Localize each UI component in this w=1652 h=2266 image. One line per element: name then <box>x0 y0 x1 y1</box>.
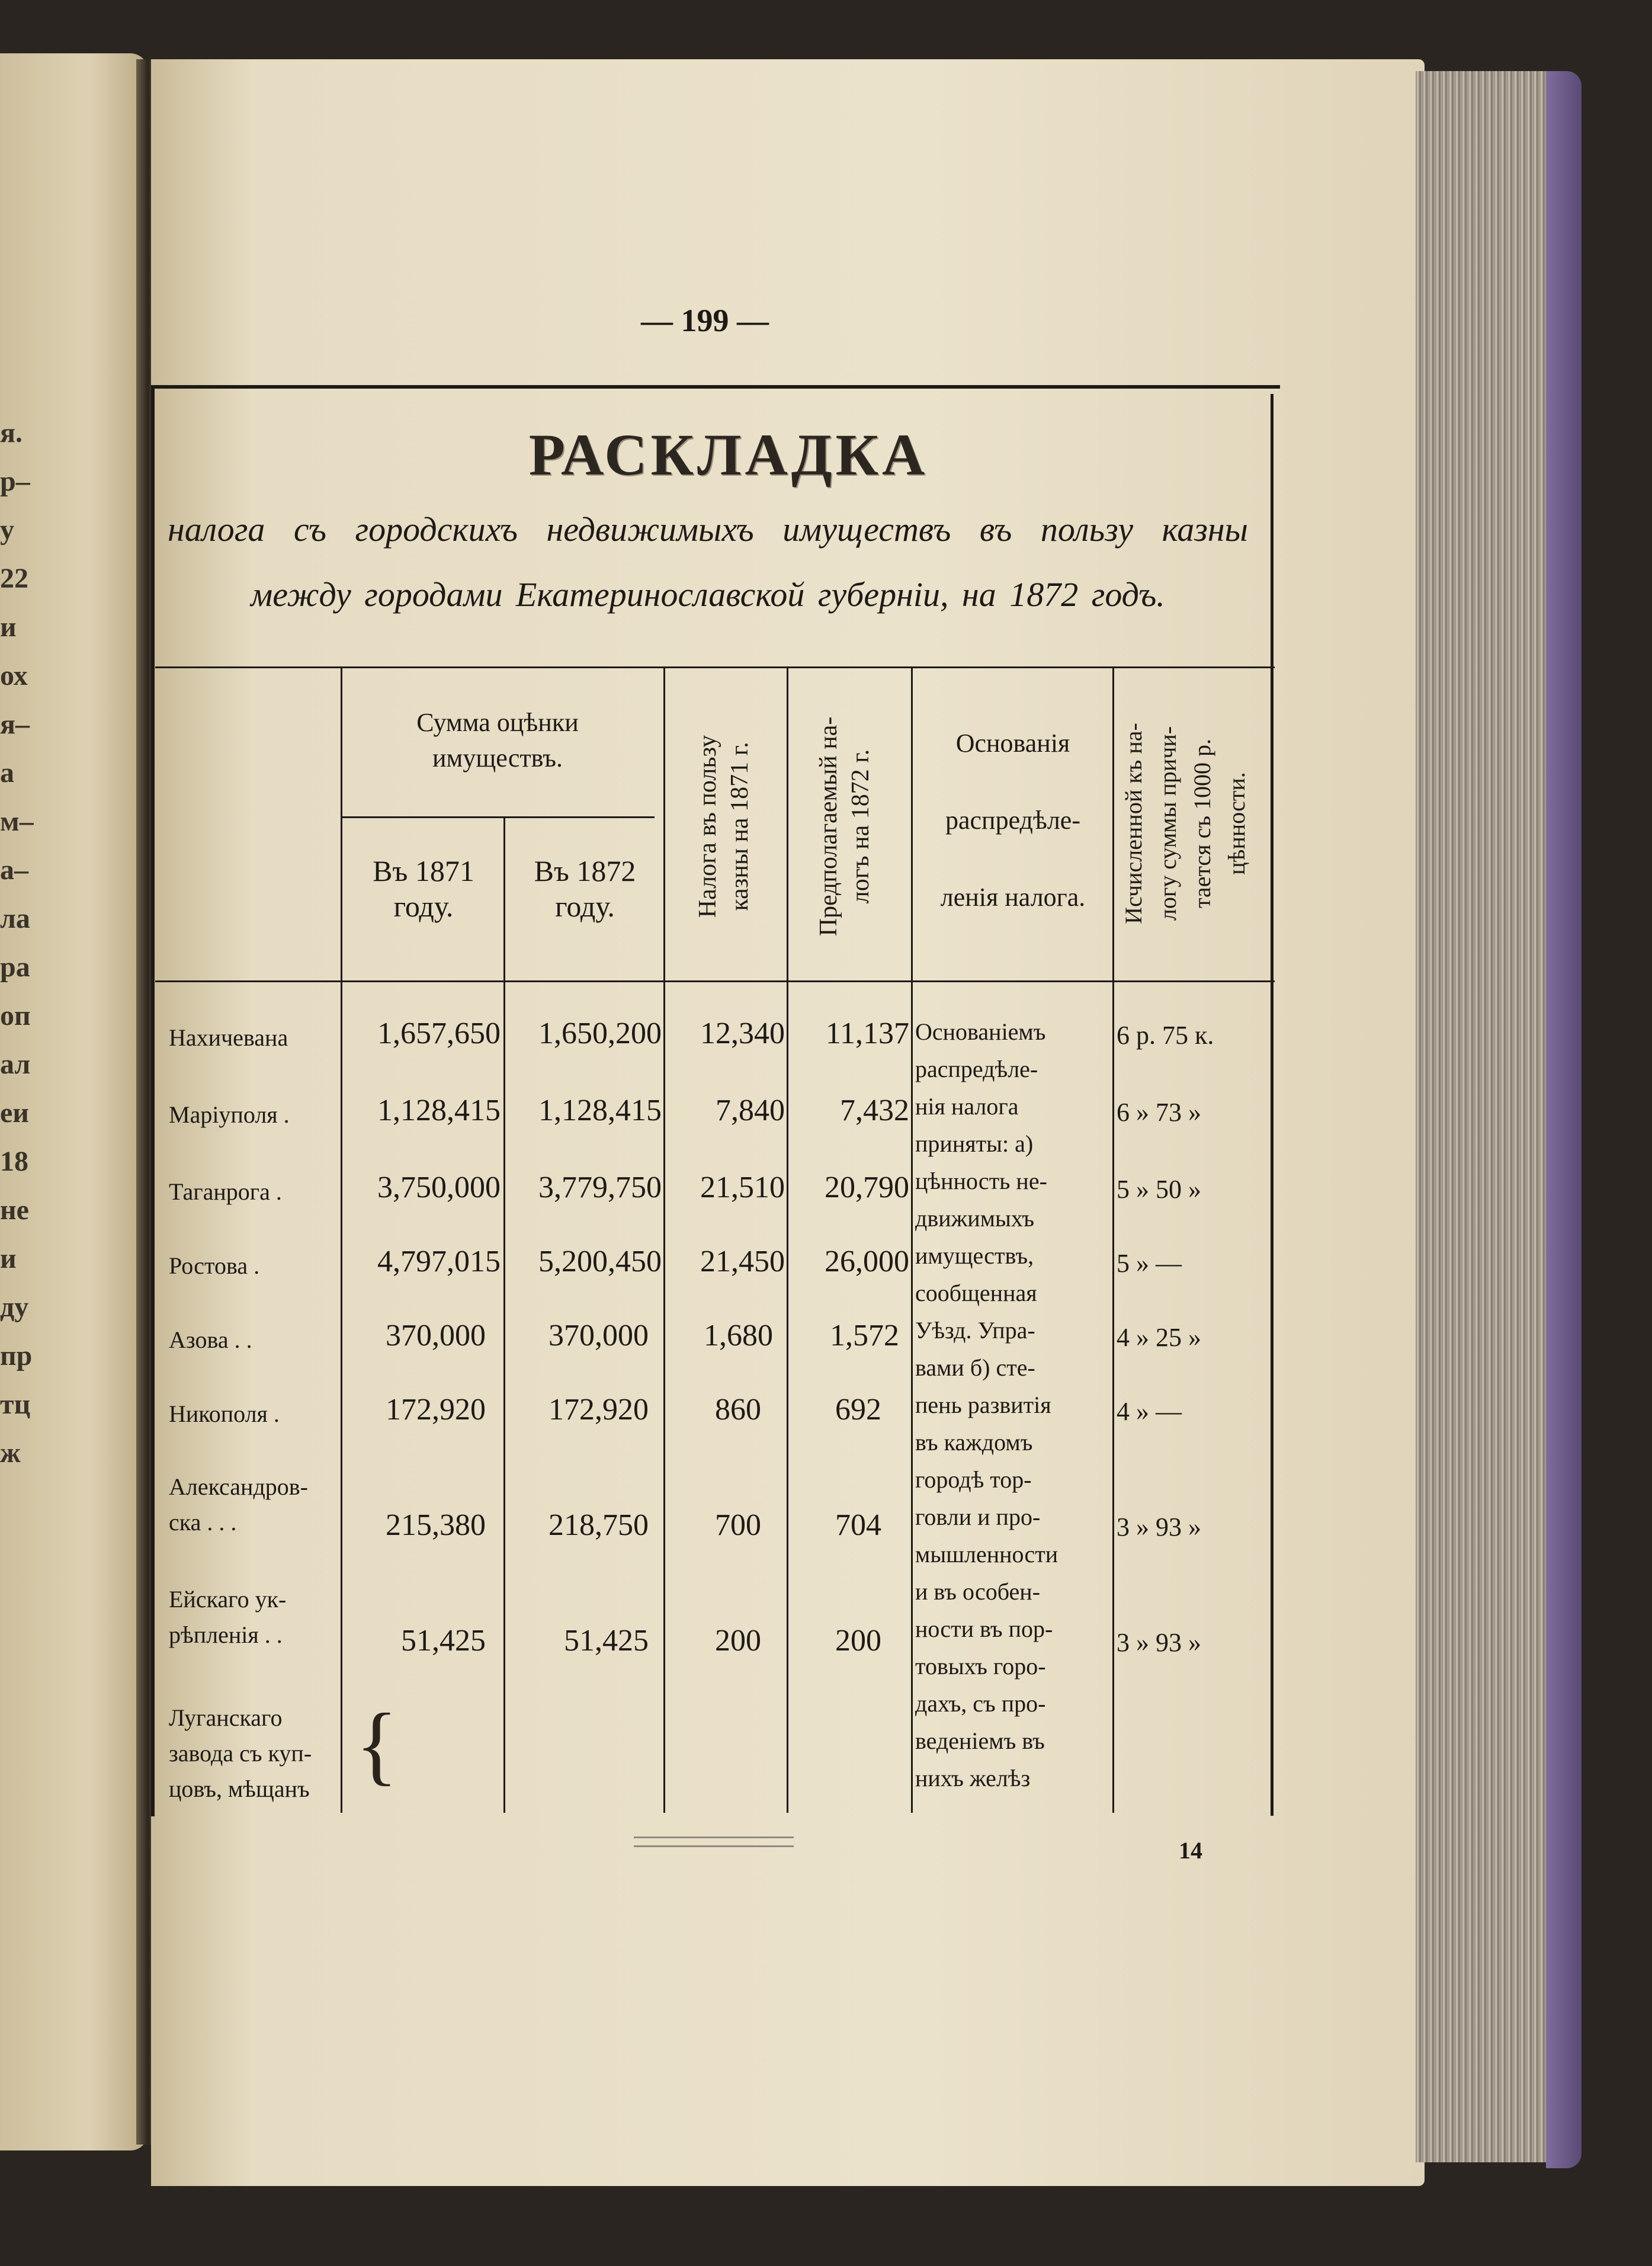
table-top-rule <box>155 666 1275 668</box>
col-rule-6 <box>1112 666 1114 1813</box>
basis-line: цѣнность не- <box>915 1168 1047 1194</box>
row-tax-1871: 860 <box>715 1393 761 1427</box>
left-margin-fragment: еи <box>0 1097 29 1129</box>
left-margin-fragment: ал <box>0 1049 31 1080</box>
left-margin-fragment: у <box>0 514 14 546</box>
header-year-1872: Въ 1872 году. <box>534 854 636 923</box>
row-tax-1872: 1,572 <box>830 1319 899 1352</box>
basis-line: вами б) сте- <box>915 1354 1035 1381</box>
left-margin-fragment: я– <box>0 709 30 740</box>
book-cover <box>1546 71 1582 2168</box>
table-frame-right <box>1271 394 1274 1816</box>
subtitle-line-2: между городами Екатеринославской губерніи, на 1872 годъ. <box>251 575 1165 614</box>
page-edges <box>1416 71 1558 2162</box>
row-value-1871: 51,425 <box>401 1624 486 1658</box>
row-town: Нахичевана <box>169 1024 288 1051</box>
row-value-1871: 4,797,015 <box>377 1245 501 1278</box>
left-margin-fragment: а <box>0 757 14 789</box>
header-bottom-rule <box>155 980 1275 982</box>
row-rate: 6 р. 75 к. <box>1117 1021 1214 1050</box>
row-tax-1871: 1,680 <box>704 1319 773 1352</box>
row-town: Таганрога . <box>169 1178 282 1205</box>
row-tax-1872: 692 <box>835 1393 881 1427</box>
row-value-1872: 3,779,750 <box>538 1171 662 1204</box>
left-margin-fragment: не <box>0 1194 29 1226</box>
basis-line: веденіемъ въ <box>915 1727 1045 1754</box>
left-margin-fragment: р– <box>0 466 30 497</box>
basis-line: ности въ пор- <box>915 1616 1053 1642</box>
row-town: Луганскаго завода съ куп- цовъ, мѣщанъ <box>169 1704 312 1802</box>
document-title: РАСКЛАДКА <box>528 422 929 488</box>
basis-line: распредѣле- <box>915 1056 1038 1082</box>
row-tax-1872: 200 <box>835 1624 881 1658</box>
row-rate: 3 » 93 » <box>1117 1512 1201 1541</box>
basis-line: мышленности <box>915 1541 1058 1568</box>
row-rate: 4 » — <box>1117 1397 1182 1426</box>
left-margin-fragment: м– <box>0 806 34 837</box>
basis-line: приняты: а) <box>915 1130 1034 1157</box>
row-tax-1871: 7,840 <box>716 1094 785 1127</box>
row-value-1871: 215,380 <box>386 1508 486 1542</box>
basis-line: Уѣзд. Упра- <box>915 1317 1035 1344</box>
printer-signature: 14 <box>1179 1837 1202 1864</box>
row-rate: 5 » — <box>1117 1249 1182 1278</box>
header-basis: Основанія распредѣле- ленія налога. <box>940 729 1086 912</box>
col-rule-2 <box>503 816 505 1813</box>
basis-line: сообщенная <box>915 1280 1037 1306</box>
left-page <box>0 53 148 2150</box>
basis-line: дахъ, съ про- <box>915 1690 1046 1717</box>
row-tax-1872: 26,000 <box>825 1245 909 1278</box>
row-rate: 6 » 73 » <box>1117 1098 1201 1127</box>
left-margin-fragment: ох <box>0 660 28 691</box>
row-town: Азова . . <box>169 1326 252 1353</box>
basis-line: въ каждомъ <box>915 1429 1033 1456</box>
row-value-1872: 218,750 <box>548 1508 649 1542</box>
row-rate: 4 » 25 » <box>1117 1323 1201 1352</box>
basis-line: нія налога <box>915 1093 1019 1120</box>
row-value-1871: 3,750,000 <box>377 1171 501 1204</box>
row-rate: 5 » 50 » <box>1117 1175 1201 1204</box>
left-margin-fragment: а– <box>0 854 28 886</box>
left-margin-fragment: я. <box>0 417 23 448</box>
row-value-1872: 1,650,200 <box>538 1017 662 1050</box>
subtitle-line-1: налога съ городскихъ недвижимыхъ имуществъ въ пользу казны <box>168 510 1248 549</box>
header-tax-1872: Предполагаемый на- логъ на 1872 г. <box>815 716 874 937</box>
row-tax-1871: 200 <box>715 1624 761 1658</box>
row-town: Никополя . <box>169 1400 280 1427</box>
row-value-1871: 370,000 <box>386 1319 486 1352</box>
row-value-1872: 1,128,415 <box>538 1094 662 1127</box>
row-town: Маріуполя . <box>169 1101 290 1128</box>
col-rule-4 <box>787 666 788 1813</box>
row-value-1871: 1,657,650 <box>377 1017 501 1050</box>
row-value-1872: 172,920 <box>548 1393 649 1427</box>
row-value-1872: 51,425 <box>564 1624 649 1658</box>
row-tax-1872: 20,790 <box>825 1171 909 1204</box>
row-tax-1871: 700 <box>715 1508 761 1542</box>
row-tax-1871: 12,340 <box>700 1017 785 1050</box>
col-rule-3 <box>663 666 665 1813</box>
row-brace: { <box>355 1696 398 1794</box>
footer-rule <box>634 1836 794 1847</box>
row-value-1871: 172,920 <box>386 1393 486 1427</box>
row-tax-1872: 7,432 <box>840 1094 909 1127</box>
row-tax-1872: 704 <box>835 1508 881 1542</box>
row-town: Ейскаго ук- рѣпленія . . <box>169 1586 287 1648</box>
left-margin-fragment: ду <box>0 1291 29 1323</box>
basis-line: и въ особен- <box>915 1578 1041 1605</box>
row-town: Александров- ска . . . <box>169 1473 308 1536</box>
left-page-margin-text <box>0 409 83 1477</box>
left-margin-fragment: тц <box>0 1389 31 1420</box>
left-margin-fragment: и <box>0 1243 17 1274</box>
header-year-1871: Въ 1871 году. <box>373 854 474 923</box>
row-tax-1872: 11,137 <box>825 1017 909 1050</box>
row-value-1872: 5,200,450 <box>538 1245 662 1278</box>
basis-line: движимыхъ <box>915 1205 1035 1232</box>
row-rate: 3 » 93 » <box>1117 1628 1201 1657</box>
left-margin-fragment: пр <box>0 1340 33 1371</box>
header-tax-1871: Налога въ пользу казны на 1871 г. <box>694 735 753 918</box>
assessment-sub-rule <box>341 816 655 818</box>
col-rule-5 <box>911 666 913 1813</box>
basis-line: говли и про- <box>915 1504 1041 1530</box>
basis-line: нихъ желѣз <box>915 1765 1031 1791</box>
row-tax-1871: 21,510 <box>700 1171 785 1204</box>
basis-line: имуществъ, <box>915 1242 1034 1269</box>
row-town: Ростова . <box>169 1252 260 1279</box>
left-margin-fragment: 18 <box>0 1146 28 1177</box>
left-margin-fragment: ла <box>0 903 30 934</box>
header-per-1000: Исчисленной къ на- логу суммы причи- тается съ 1000 р. цѣнности. <box>1120 723 1250 924</box>
basis-line: пень развитія <box>915 1392 1051 1418</box>
left-margin-fragment: 22 <box>0 563 28 594</box>
col-rule-1 <box>341 666 342 1813</box>
left-margin-fragment: и <box>0 611 17 643</box>
basis-line: городѣ тор- <box>915 1466 1032 1493</box>
left-margin-fragment: ж <box>0 1437 21 1469</box>
left-margin-fragment: оп <box>0 1000 31 1031</box>
row-value-1872: 370,000 <box>548 1319 649 1352</box>
row-value-1871: 1,128,415 <box>377 1094 501 1127</box>
row-tax-1871: 21,450 <box>700 1245 785 1278</box>
header-assessment: Сумма оцѣнки имуществъ. <box>416 708 579 773</box>
page-number: — 199 — <box>641 303 769 338</box>
basis-line: товыхъ горо- <box>915 1653 1046 1680</box>
basis-line: Основаніемъ <box>915 1018 1046 1045</box>
left-margin-fragment: ра <box>0 951 30 983</box>
